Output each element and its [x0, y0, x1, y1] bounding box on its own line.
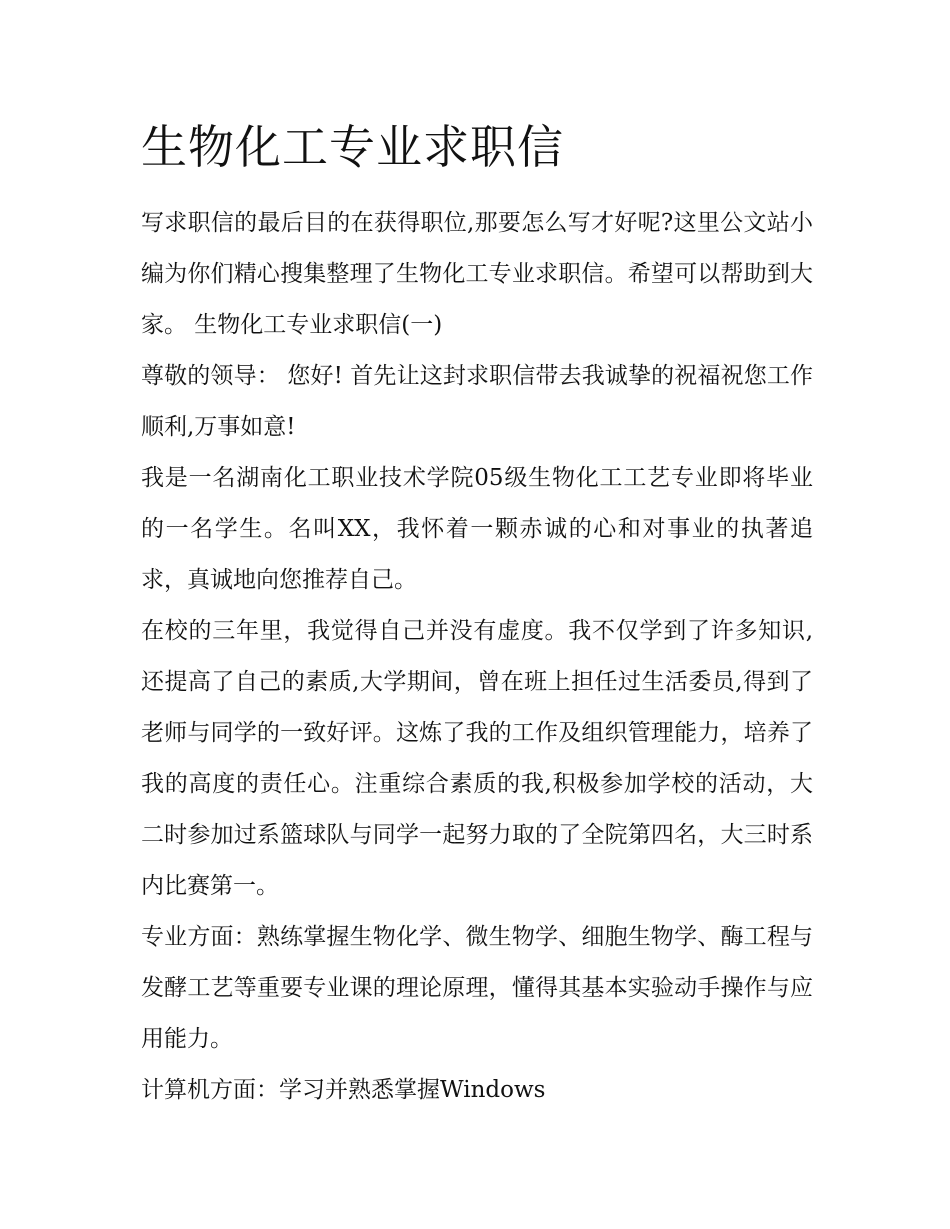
paragraph-self-intro: 我是一名湖南化工职业技术学院05级生物化工工艺专业即将毕业的一名学生。名叫XX，我怀着一颗赤诚的心和对事业的执著追求，真诚地向您推荐自己。 — [141, 465, 813, 593]
paragraph-school-life: 在校的三年里，我觉得自己并没有虚度。我不仅学到了许多知识,还提高了自己的素质,大学期间，曾在班上担任过生活委员,得到了老师与同学的一致好评。这炼了我的工作及组织管理能力，培养了我的高度的责任心。注重综合素质的我,积极参加学校的活动，大二时参加过系篮球队与同学一起努力取的了全院第四名，大三时系内比赛第一。 — [141, 618, 813, 899]
document-page — [141, 112, 813, 1116]
document-title: 生物化工专业求职信 — [141, 120, 564, 174]
paragraph-major-skills: 专业方面：熟练掌握生物化学、微生物学、细胞生物学、酶工程与发酵工艺等重要专业课的理论原理，懂得其基本实验动手操作与应用能力。 — [141, 924, 813, 1052]
paragraph-computer-skills: 计算机方面：学习并熟悉掌握Windows — [141, 1077, 546, 1103]
paragraph-intro: 写求职信的最后目的在获得职位,那要怎么写才好呢?这里公文站小编为你们精心搜集整理了生物化工专业求职信。希望可以帮助到大家。 生物化工专业求职信(一) — [141, 210, 813, 338]
paragraph-greeting: 尊敬的领导： 您好! 首先让这封求职信带去我诚挚的祝福祝您工作顺利,万事如意! — [141, 363, 813, 440]
